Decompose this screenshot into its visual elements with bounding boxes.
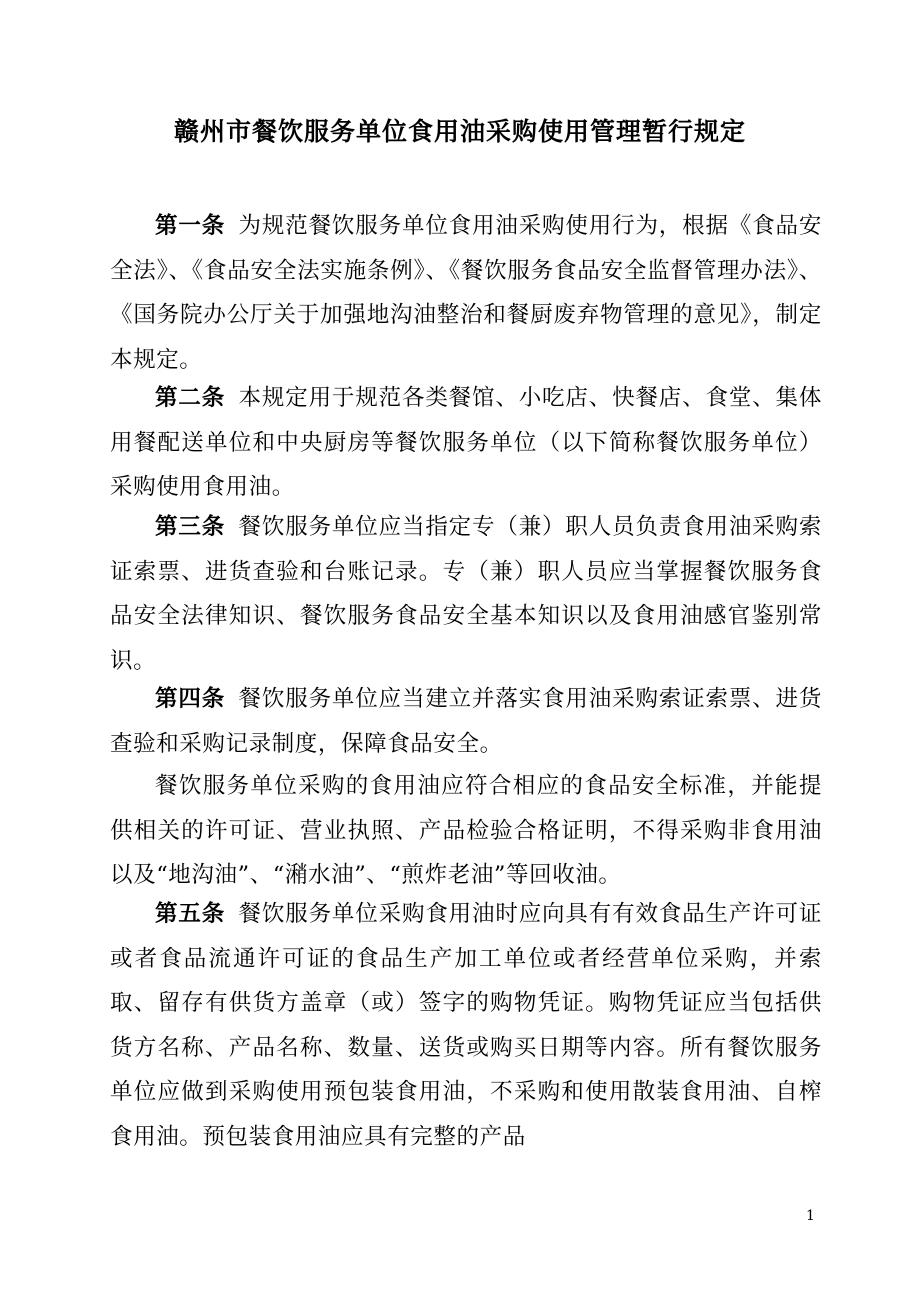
article-3-text: 餐饮服务单位应当指定专（兼）职人员负责食用油采购索证索票、进货查验和台账记录。专（兼）职人员应当掌握餐饮服务食品安全法律知识、餐饮服务食品安全基本知识以及食用油感官鉴别常识。 [110,514,822,674]
article-3-paragraph [110,505,822,683]
article-2-paragraph [110,376,822,510]
article-4-continuation-paragraph [110,764,822,898]
article-1-label: 第一条 [155,213,226,239]
article-4 [110,677,822,766]
article-4-paragraph [110,677,822,766]
article-4-continuation [110,764,822,898]
article-2-label: 第二条 [155,385,226,411]
page-number: 1 [806,1208,815,1224]
article-3 [110,505,822,683]
article-2-text: 本规定用于规范各类餐馆、小吃店、快餐店、食堂、集体用餐配送单位和中央厨房等餐饮服务单位（以下简称餐饮服务单位）采购使用食用油。 [110,385,822,500]
document-title: 赣州市餐饮服务单位食用油采购使用管理暂行规定 [173,117,746,146]
article-1 [110,204,822,382]
article-3-label: 第三条 [155,514,226,540]
article-4-text: 餐饮服务单位应当建立并落实食用油采购索证索票、进货查验和采购记录制度，保障食品安全。 [110,686,822,757]
article-4-label: 第四条 [155,686,226,712]
article-1-paragraph [110,204,822,382]
article-5-label: 第五条 [155,901,226,927]
article-1-text: 为规范餐饮服务单位食用油采购使用行为，根据《食品安全法》、《食品安全法实施条例》、《餐饮服务食品安全监督管理办法》、《国务院办公厅关于加强地沟油整治和餐厨废弃物管理的意见》，制定本规定。 [110,213,822,373]
article-5-paragraph [110,892,822,1159]
article-2 [110,376,822,510]
article-4-continuation-text: 餐饮服务单位采购的食用油应符合相应的食品安全标准，并能提供相关的许可证、营业执照、产品检验合格证明，不得采购非食用油以及“地沟油”、“潲水油”、“煎炸老油”等回收油。 [110,773,822,888]
article-5-text: 餐饮服务单位采购食用油时应向具有有效食品生产许可证或者食品流通许可证的食品生产加工单位或者经营单位采购，并索取、留存有供货方盖章（或）签字的购物凭证。购物凭证应当包括供货方名称、产品名称、数量、送货或购买日期等内容。所有餐饮服务单位应做到采购使用预包装食用油，不采购和使用散装食用油、自榨食用油。预包装食用油应具有完整的产品 [110,901,822,1150]
article-5 [110,892,822,1159]
